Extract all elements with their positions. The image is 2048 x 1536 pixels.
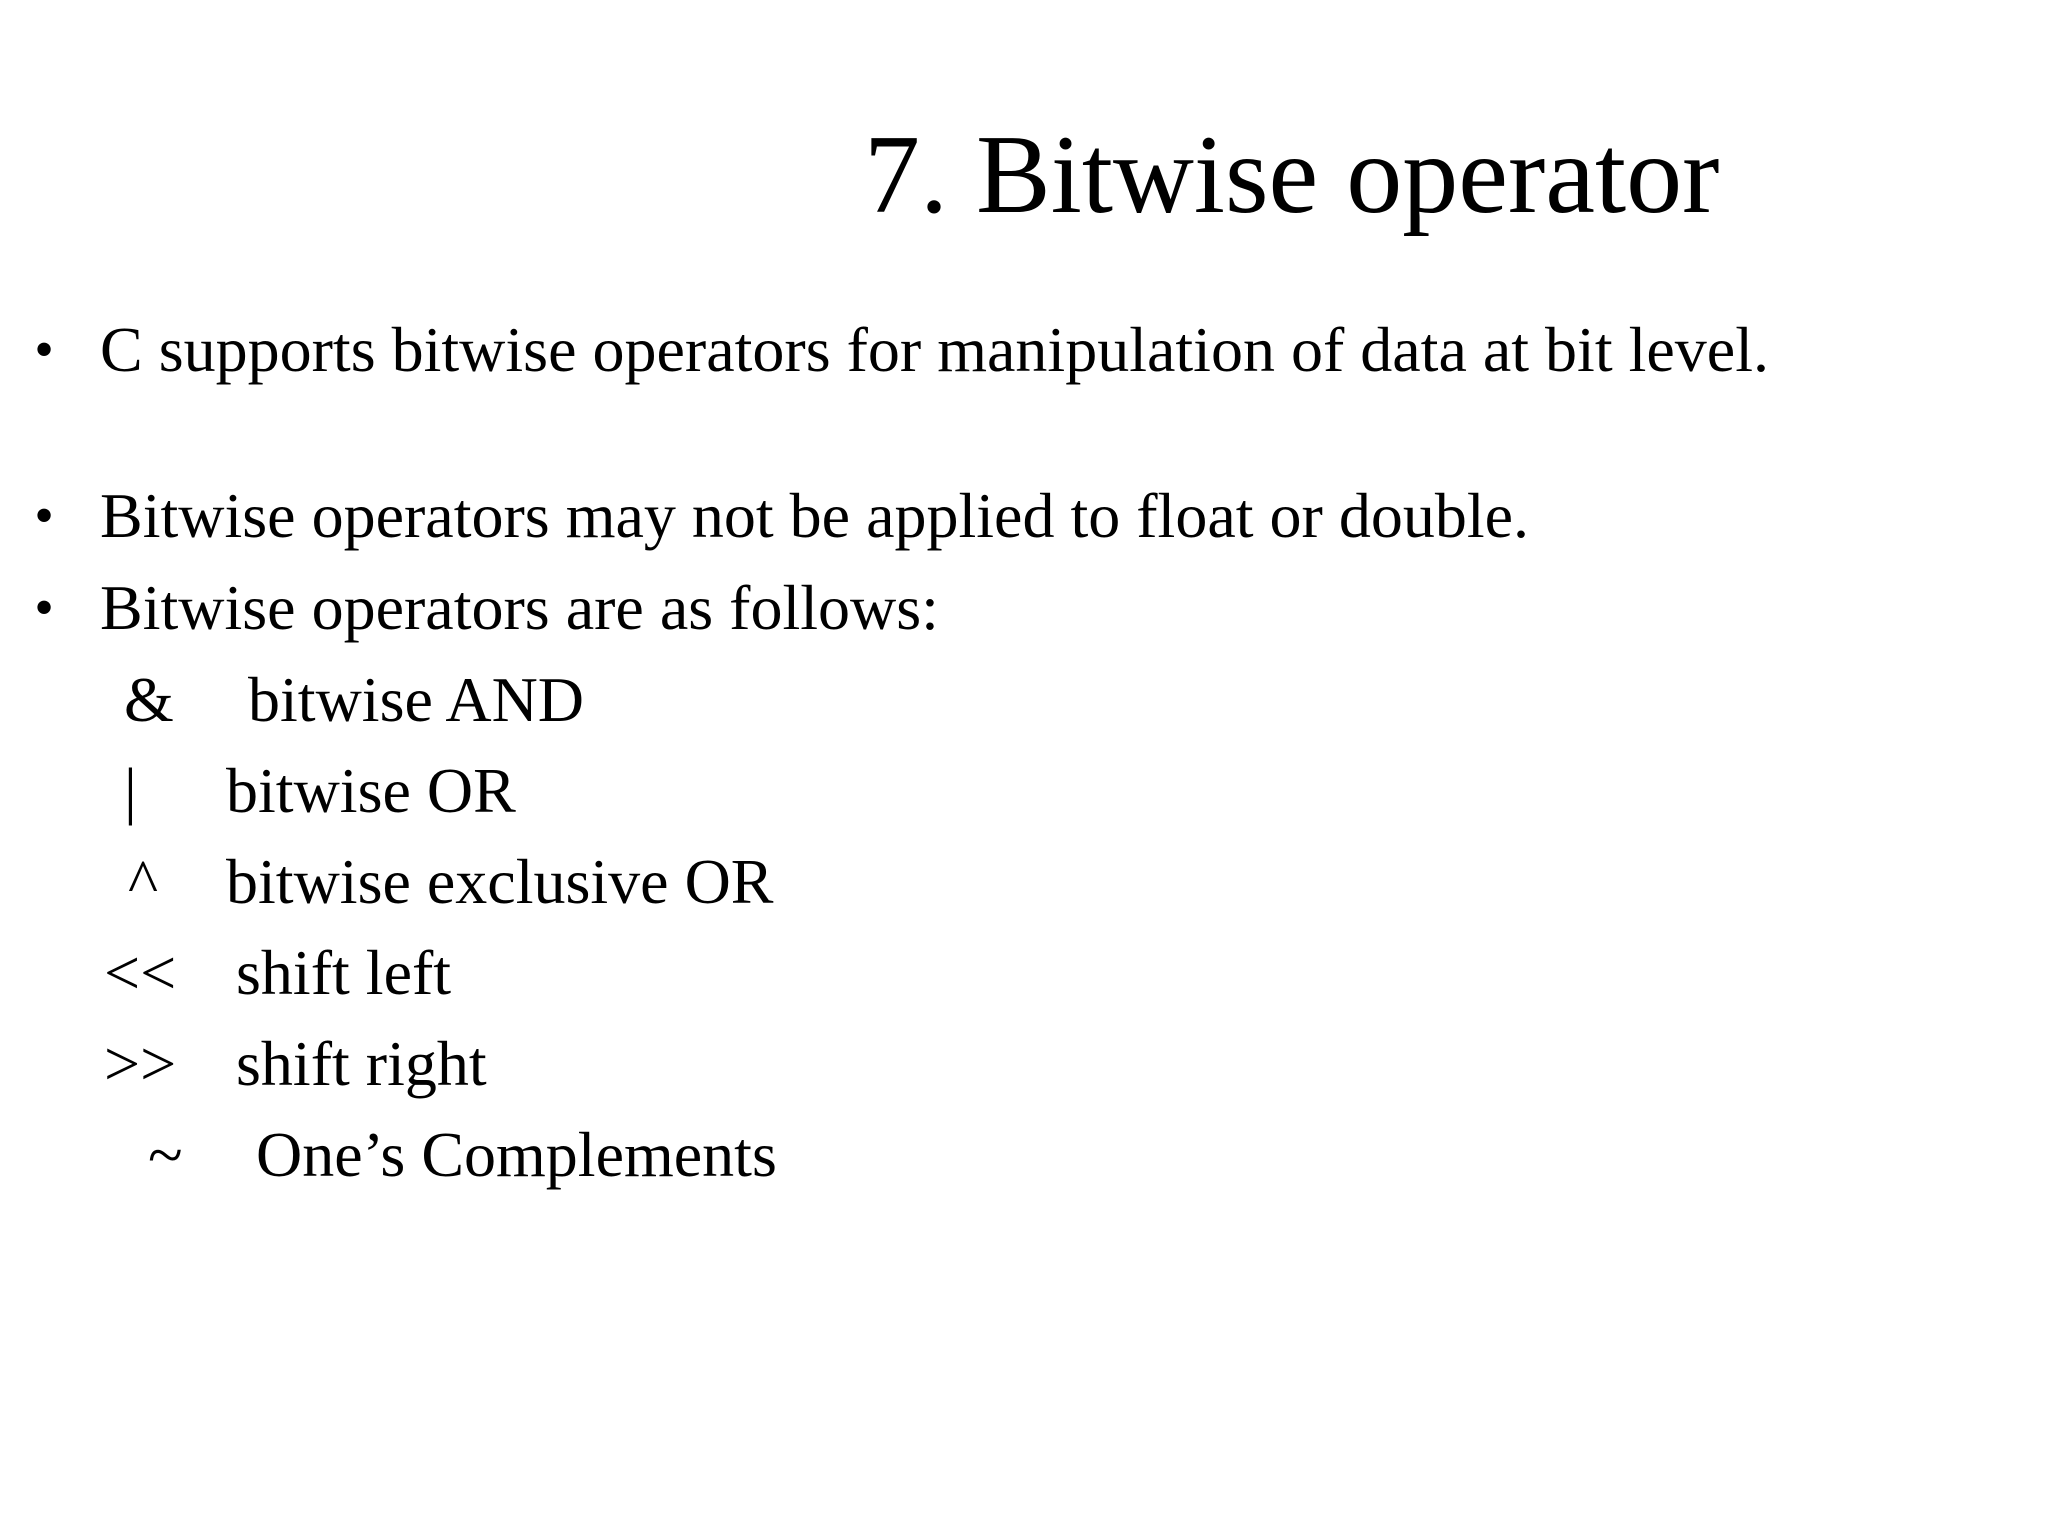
operator-symbol: | — [124, 755, 137, 826]
bullet-text: C supports bitwise operators for manipulation of data at bit level. — [100, 314, 1769, 385]
operator-symbol: << — [104, 937, 177, 1008]
slide-title: 7. Bitwise operator — [864, 113, 1720, 237]
bullet-item — [24, 571, 1824, 645]
operator-description: shift right — [236, 1028, 487, 1099]
bullet-icon: • — [34, 485, 54, 547]
bullet-text: Bitwise operators are as follows: — [100, 572, 939, 643]
operator-symbol: ^ — [128, 846, 159, 917]
operator-description: shift left — [236, 937, 452, 1008]
bullet-item — [24, 313, 1824, 387]
operator-description: bitwise exclusive OR — [226, 846, 774, 917]
operator-symbol: & — [124, 664, 174, 735]
bullet-icon: • — [34, 577, 54, 639]
bullet-icon: • — [34, 319, 54, 381]
operator-description: bitwise AND — [248, 664, 584, 735]
bullet-item — [24, 479, 1824, 553]
bullet-text: Bitwise operators may not be applied to float or double. — [100, 480, 1529, 551]
operator-description: bitwise OR — [226, 755, 516, 826]
operator-description: One’s Complements — [256, 1119, 777, 1190]
operator-symbol: >> — [104, 1028, 177, 1099]
operator-symbol: ~ — [148, 1119, 183, 1190]
